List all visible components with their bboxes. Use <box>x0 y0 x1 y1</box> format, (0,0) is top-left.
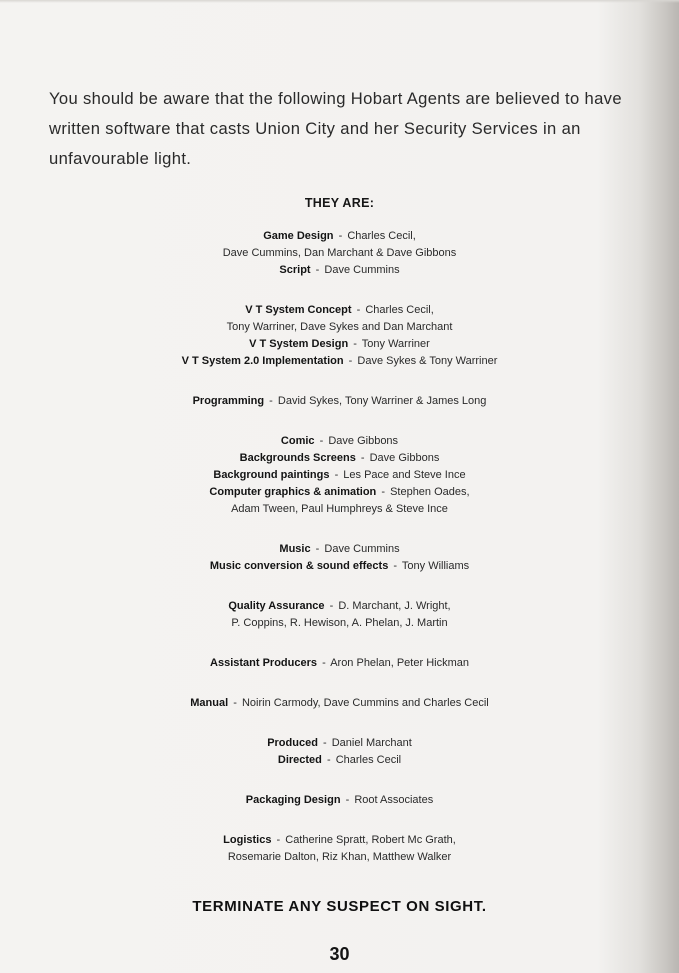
credit-line <box>0 752 679 769</box>
credit-line <box>0 735 679 752</box>
credit-separator: - <box>345 794 350 806</box>
credits-heading: THEY ARE: <box>304 196 375 210</box>
credit-line <box>0 558 679 575</box>
credit-names: Tony Warriner, Dave Sykes and Dan Marchant <box>226 321 453 333</box>
credit-names: Adam Tween, Paul Humphreys & Steve Ince <box>231 503 448 515</box>
credit-names: Charles Cecil, <box>347 230 416 242</box>
credit-group <box>0 228 679 279</box>
intro-paragraph: You should be aware that the following Hobart Agents are believed to have written software that casts Union City and her Security Services in an unfavourable light. <box>49 89 622 168</box>
credit-line <box>0 541 679 558</box>
credit-role: Backgrounds Screens <box>239 452 356 464</box>
credit-names: Dave Gibbons <box>328 435 399 447</box>
credit-separator: - <box>233 697 237 709</box>
credit-line <box>0 302 679 319</box>
credit-line <box>0 228 679 245</box>
credit-names: Aron Phelan, Peter Hickman <box>330 657 469 669</box>
credit-line <box>0 353 679 370</box>
credit-separator: - <box>338 230 343 242</box>
credit-role: Script <box>279 264 311 276</box>
credit-names: Rosemarie Dalton, Riz Khan, Matthew Walker <box>227 851 452 863</box>
credit-names: Dave Sykes & Tony Warriner <box>357 355 498 367</box>
credit-role: Quality Assurance <box>228 600 325 612</box>
credit-role: Programming <box>192 395 265 407</box>
credit-line <box>0 501 679 518</box>
credit-names: Dave Cummins <box>324 543 400 555</box>
credit-group <box>0 598 679 632</box>
credit-separator: - <box>348 355 353 367</box>
credit-names: D. Marchant, J. Wright, <box>338 600 451 612</box>
credit-separator: - <box>334 469 339 481</box>
credit-line <box>0 849 679 866</box>
credit-role: Packaging Design <box>245 794 341 806</box>
credit-names: Dave Cummins <box>324 264 400 276</box>
credit-role: Music <box>279 543 311 555</box>
page-top-edge <box>0 0 679 3</box>
credit-role: Computer graphics & animation <box>209 486 377 498</box>
credit-line <box>0 655 679 672</box>
credit-names: Tony Williams <box>401 560 470 572</box>
credit-separator: - <box>393 560 398 572</box>
credit-line <box>0 615 679 632</box>
credit-group <box>0 792 679 809</box>
credit-names: P. Coppins, R. Hewison, A. Phelan, J. Martin <box>231 617 448 629</box>
credit-separator: - <box>322 737 327 749</box>
credit-role: Produced <box>267 737 318 749</box>
credit-names: Dave Cummins, Dan Marchant & Dave Gibbons <box>222 247 457 259</box>
credit-separator: - <box>269 395 273 407</box>
credit-role: Logistics <box>223 834 272 846</box>
credit-separator: - <box>381 486 385 498</box>
credit-separator: - <box>326 754 331 766</box>
credit-separator: - <box>356 304 361 316</box>
credit-line <box>0 832 679 849</box>
credit-separator: - <box>329 600 334 612</box>
credit-line <box>0 695 679 712</box>
credit-line <box>0 467 679 484</box>
credit-separator: - <box>319 435 324 447</box>
credit-role: V T System Concept <box>245 304 352 316</box>
credit-role: Background paintings <box>213 469 330 481</box>
credit-separator: - <box>322 657 326 669</box>
credit-names: Charles Cecil, <box>365 304 434 316</box>
credit-names: Root Associates <box>354 794 434 806</box>
credit-separator: - <box>276 834 281 846</box>
credit-group <box>0 393 679 410</box>
credit-line <box>0 450 679 467</box>
credit-separator: - <box>353 338 357 350</box>
credit-line <box>0 245 679 262</box>
credit-names: Catherine Spratt, Robert Mc Grath, <box>285 834 456 846</box>
credit-names: Daniel Marchant <box>331 737 412 749</box>
credit-line <box>0 792 679 809</box>
credit-group <box>0 302 679 370</box>
credit-line <box>0 336 679 353</box>
credit-line <box>0 319 679 336</box>
credit-group <box>0 695 679 712</box>
credit-role: V T System 2.0 Implementation <box>181 355 344 367</box>
credit-names: Tony Warriner <box>361 338 430 350</box>
credit-role: V T System Design <box>249 338 349 350</box>
credit-line <box>0 433 679 450</box>
credit-names: Les Pace and Steve Ince <box>343 469 466 481</box>
credit-group <box>0 735 679 769</box>
credit-group <box>0 541 679 575</box>
credit-group <box>0 655 679 672</box>
credit-separator: - <box>315 543 320 555</box>
credit-role: Directed <box>277 754 322 766</box>
credit-role: Manual <box>190 697 229 709</box>
credit-names: Dave Gibbons <box>369 452 440 464</box>
page-number: 30 <box>329 944 350 964</box>
credit-names: Charles Cecil <box>335 754 402 766</box>
credit-separator: - <box>360 452 365 464</box>
credit-names: David Sykes, Tony Warriner & James Long <box>277 395 487 407</box>
credit-role: Game Design <box>263 230 334 242</box>
credit-line <box>0 262 679 279</box>
credit-line <box>0 598 679 615</box>
terminate-warning: TERMINATE ANY SUSPECT ON SIGHT. <box>192 898 487 915</box>
credit-role: Comic <box>280 435 315 447</box>
credit-line <box>0 393 679 410</box>
credit-group <box>0 433 679 518</box>
credit-names: Noirin Carmody, Dave Cummins and Charles Cecil <box>241 697 489 709</box>
credit-line <box>0 484 679 501</box>
credit-group <box>0 832 679 866</box>
credit-names: Stephen Oades, <box>390 486 470 498</box>
credit-role: Assistant Producers <box>210 657 317 669</box>
credit-separator: - <box>315 264 320 276</box>
credit-role: Music conversion & sound effects <box>209 560 389 572</box>
credits-list <box>0 228 679 889</box>
